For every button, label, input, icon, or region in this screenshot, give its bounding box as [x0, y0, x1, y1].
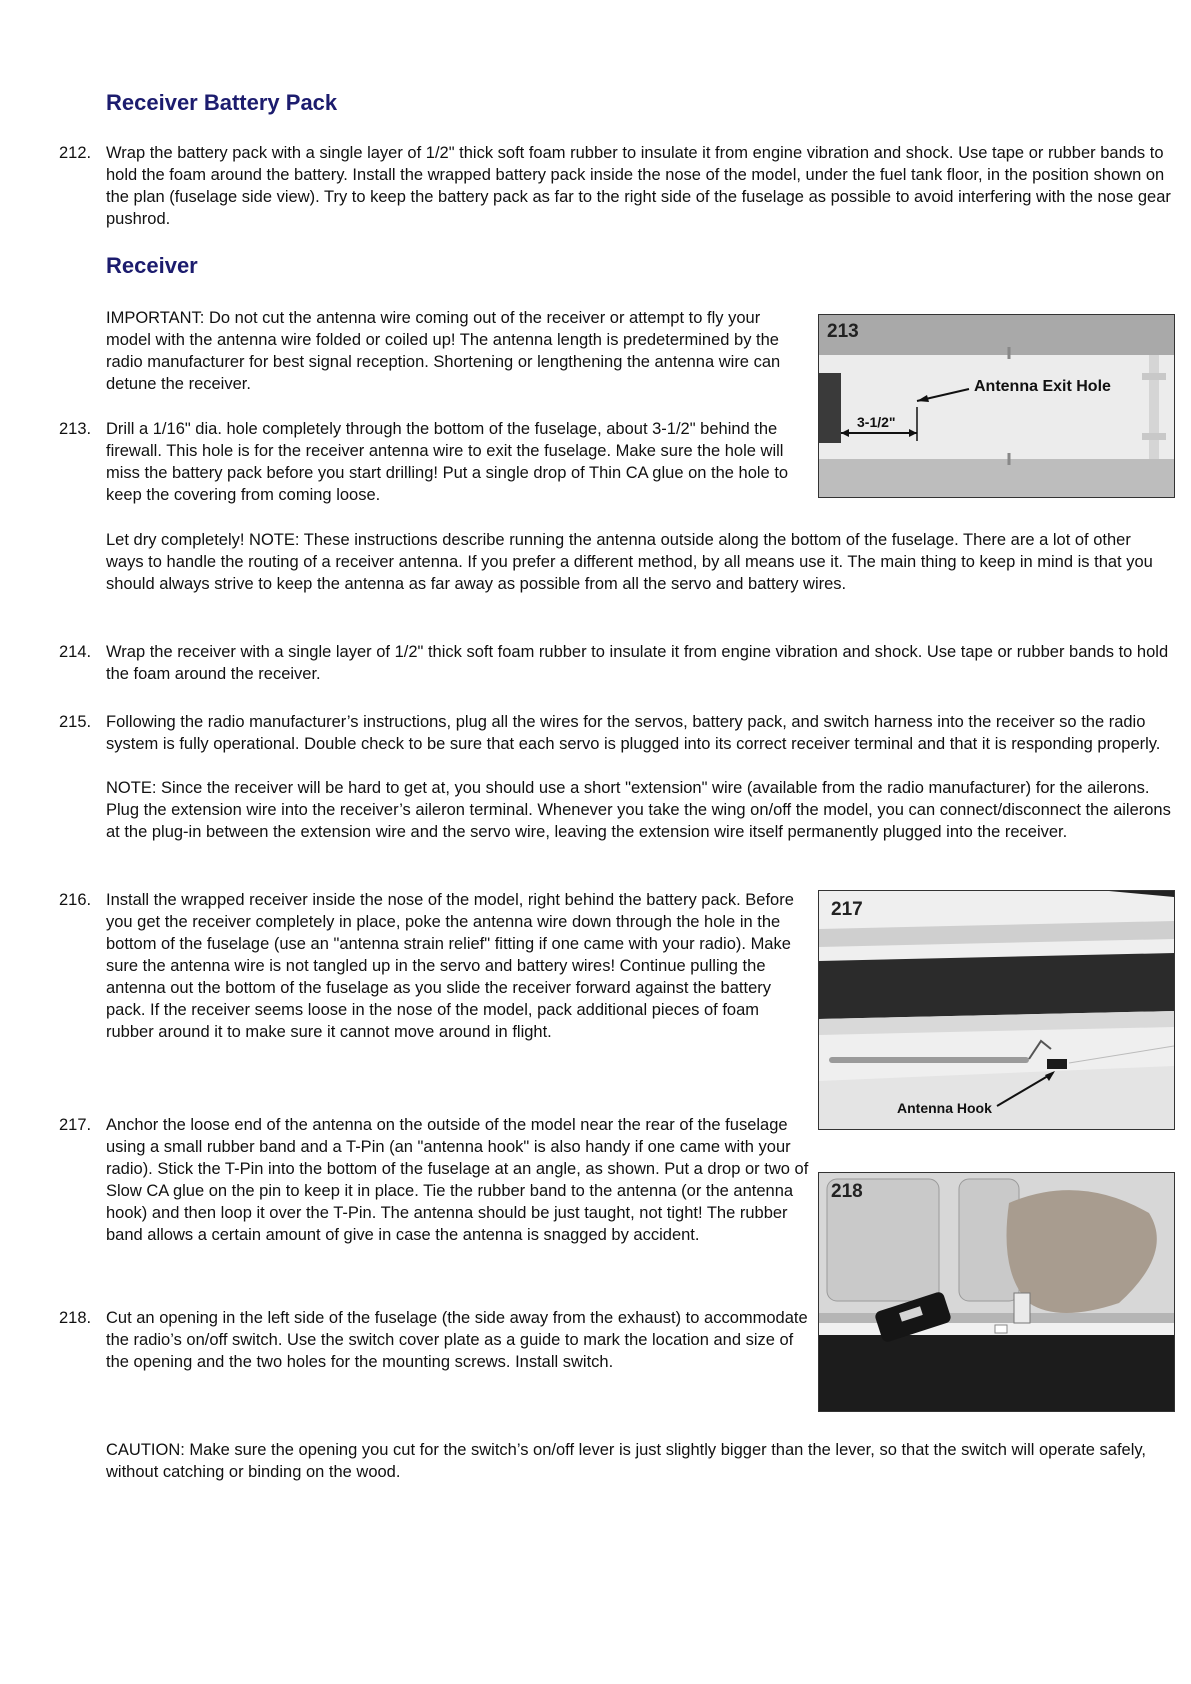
step-number-218: 218.	[59, 1309, 92, 1327]
step-number-216: 216.	[59, 891, 92, 909]
step-number-214: 214.	[59, 643, 92, 661]
step-number-212: 212.	[59, 144, 92, 162]
let-dry-note: Let dry completely! NOTE: These instructions describe running the antenna outside along the bottom of the fuselage. There are a lot of other ways to handle the routing of a receiver antenna. If you prefer a different method, by all means use it. The main thing to keep in mind is that you should always strive to keep the antenna as far away as possible from all the servo and battery wires.	[106, 531, 1153, 593]
figure-213-label-exit-hole: Antenna Exit Hole	[974, 378, 1111, 395]
step-text-216: Install the wrapped receiver inside the nose of the model, right behind the battery pack. Before you get the receiver completely in place, poke the antenna wire down through the hole in the bottom of the fuselage (use an "antenna strain relief" fitting if one came with your radio). Make sure the antenna wire is not tangled up in the servo and battery wires! Continue pulling the antenna out the bottom of the fuselage as you slide the receiver forward against the battery pack. If the receiver seems loose in the nose of the model, pack additional pieces of foam rubber around it to make sure it cannot move around in flight.	[106, 891, 794, 1041]
step-note-215: NOTE: Since the receiver will be hard to get at, you should use a short "extension" wire (available from the radio manufacturer) for the ailerons. Plug the extension wire into the receiver’s aileron terminal. Whenever you take the wing on/off the model, you can connect/disconnect the ailerons at the plug-in between the extension wire and the servo wire, leaving the extension wire itself permanently plugged into the receiver.	[106, 779, 1171, 841]
figure-213-label-dimension: 3-1/2"	[857, 414, 896, 430]
step-number-213: 213.	[59, 420, 92, 438]
section-heading-battery-pack: Receiver Battery Pack	[106, 90, 338, 115]
step-text-214: Wrap the receiver with a single layer of 1/2" thick soft foam rubber to insulate it from engine vibration and shock. Use tape or rubber bands to hold the foam around the receiver.	[106, 643, 1169, 683]
step-text-212: Wrap the battery pack with a single layer of 1/2" thick soft foam rubber to insulate it from engine vibration and shock. Use tape or rubber bands to hold the foam around the battery. Install the wrapped battery pack inside the nose of the model, under the fuel tank floor, in the position shown on the plan (fuselage side view). Try to keep the battery pack as far to the right side of the fuselage as possible to avoid interfering with the nose gear pushrod.	[106, 144, 1171, 228]
figure-217-photo	[818, 890, 1175, 1130]
figure-218-number: 218	[831, 1181, 863, 1202]
important-note: IMPORTANT: Do not cut the antenna wire coming out of the receiver or attempt to fly your model with the antenna wire folded or coiled up! The antenna length is predetermined by the radio manufacturer for best signal reception. Shortening or lengthening the antenna wire can detune the receiver.	[106, 309, 781, 393]
figure-213-number: 213	[827, 321, 859, 342]
figure-217-number: 217	[831, 899, 863, 920]
figure-218-photo	[818, 1172, 1175, 1412]
step-text-217: Anchor the loose end of the antenna on the outside of the model near the rear of the fuselage using a small rubber band and a T-Pin (an "antenna hook" is also handy if one came with your radio). Stick the T-Pin into the bottom of the fuselage at an angle, as shown. Put a drop or two of Slow CA glue on the pin to keep it in place. Tie the rubber band to the antenna (or the antenna hook) and then loop it over the T-Pin. The antenna should be just taught, not tight! The rubber band allows a certain amount of give in case the antenna is snagged by accident.	[106, 1116, 809, 1244]
step-text-218: Cut an opening in the left side of the fuselage (the side away from the exhaust) to accommodate the radio’s on/off switch. Use the switch cover plate as a guide to mark the location and size of the opening and the two holes for the mounting screws. Install switch.	[106, 1309, 808, 1371]
step-number-217: 217.	[59, 1116, 92, 1134]
step-number-215: 215.	[59, 713, 92, 731]
figure-213-photo	[818, 314, 1175, 498]
step-text-215: Following the radio manufacturer’s instructions, plug all the wires for the servos, battery pack, and switch harness into the receiver so the radio system is fully operational. Double check to be sure that each servo is plugged into its correct receiver terminal and that it is responding properly.	[106, 713, 1161, 753]
figure-217-label-hook: Antenna Hook	[897, 1100, 992, 1116]
caution-note: CAUTION: Make sure the opening you cut for the switch’s on/off lever is just slightly bigger than the lever, so that the switch will operate safely, without catching or binding on the wood.	[106, 1441, 1147, 1481]
step-text-213: Drill a 1/16" dia. hole completely through the bottom of the fuselage, about 3-1/2" behind the firewall. This hole is for the receiver antenna wire to exit the fuselage. Make sure the hole will miss the battery pack before you start drilling! Put a single drop of Thin CA glue on the hole to keep the covering from coming loose.	[106, 420, 789, 504]
section-heading-receiver: Receiver	[106, 253, 198, 278]
